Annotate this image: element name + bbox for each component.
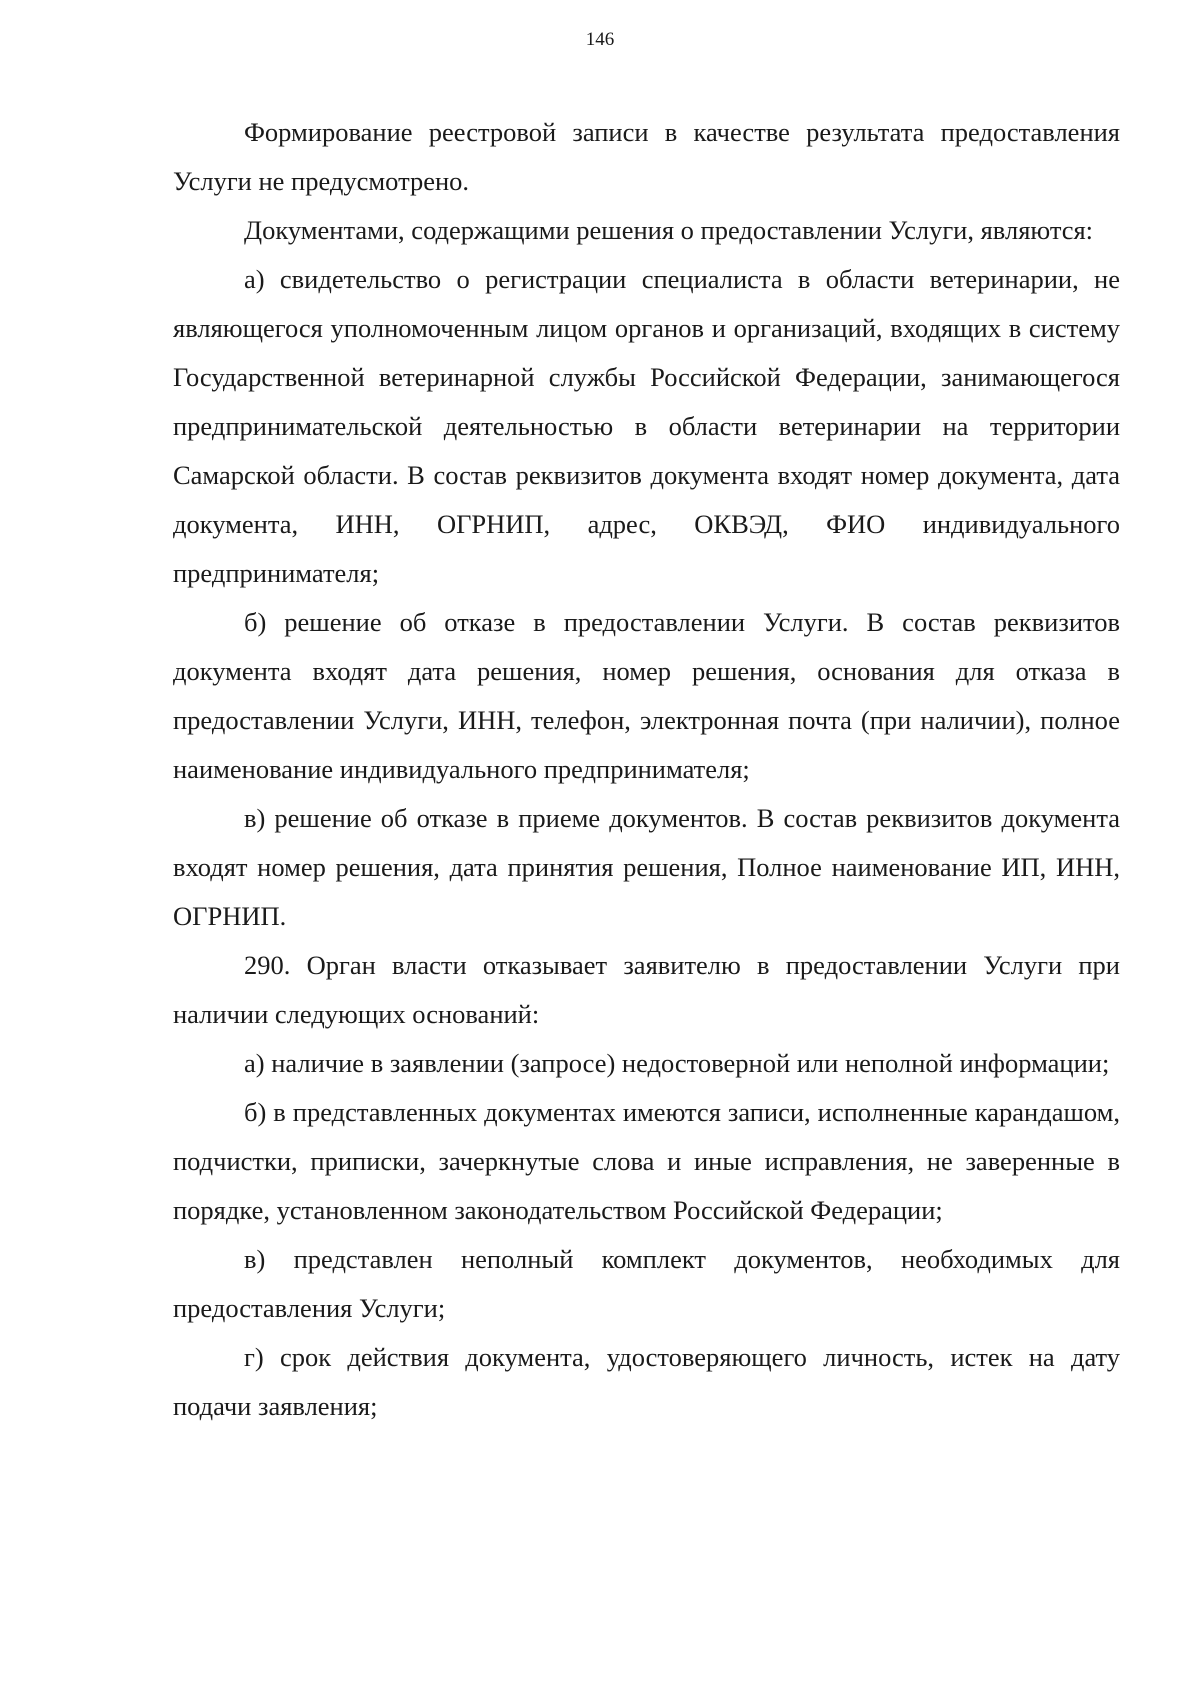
paragraph-ground-v: в) представлен неполный комплект документов, необходимых для предоставления Услуги; (173, 1244, 1120, 1323)
paragraph-item-v-refusal-acceptance: в) решение об отказе в приеме документов. В состав реквизитов документа входят номер решения, дата принятия решения, Полное наименование ИП, ИНН, ОГРНИП. (173, 803, 1120, 931)
paragraph-item-a-certificate: а) свидетельство о регистрации специалиста в области ветеринарии, не являющегося уполномоченным лицом органов и организаций, входящих в систему Государственной ветеринарной службы Российской Федерации, занимающегося предпринимательской деятельностью в области ветеринарии на территории Самарской области. В состав реквизитов документа входят номер документа, дата документа, ИНН, ОГРНИП, адрес, ОКВЭД, ФИО индивидуального предпринимателя; (173, 264, 1120, 588)
paragraph-decision-documents: Документами, содержащими решения о предоставлении Услуги, являются: (244, 215, 1094, 245)
paragraph-ground-g: г) срок действия документа, удостоверяющего личность, истек на дату подачи заявления; (173, 1342, 1120, 1421)
paragraph-item-b-refusal-service: б) решение об отказе в предоставлении Услуги. В состав реквизитов документа входят дата решения, номер решения, основания для отказа в предоставлении Услуги, ИНН, телефон, электронная почта (при наличии), полное наименование индивидуального предпринимателя; (173, 607, 1120, 784)
page-number: 146 (585, 29, 615, 50)
paragraph-ground-b: б) в представленных документах имеются записи, исполненные карандашом, подчистки, приписки, зачеркнутые слова и иные исправления, не заверенные в порядке, установленном законодательством Российской Федерации; (173, 1097, 1120, 1225)
document-body (173, 108, 1120, 1431)
paragraph-registry-record: Формирование реестровой записи в качестве результата предоставления Услуги не предусмотрено. (173, 117, 1120, 196)
paragraph-290-grounds: 290. Орган власти отказывает заявителю в предоставлении Услуги при наличии следующих оснований: (173, 950, 1120, 1029)
paragraph-ground-a: а) наличие в заявлении (запросе) недостоверной или неполной информации; (244, 1048, 1110, 1078)
